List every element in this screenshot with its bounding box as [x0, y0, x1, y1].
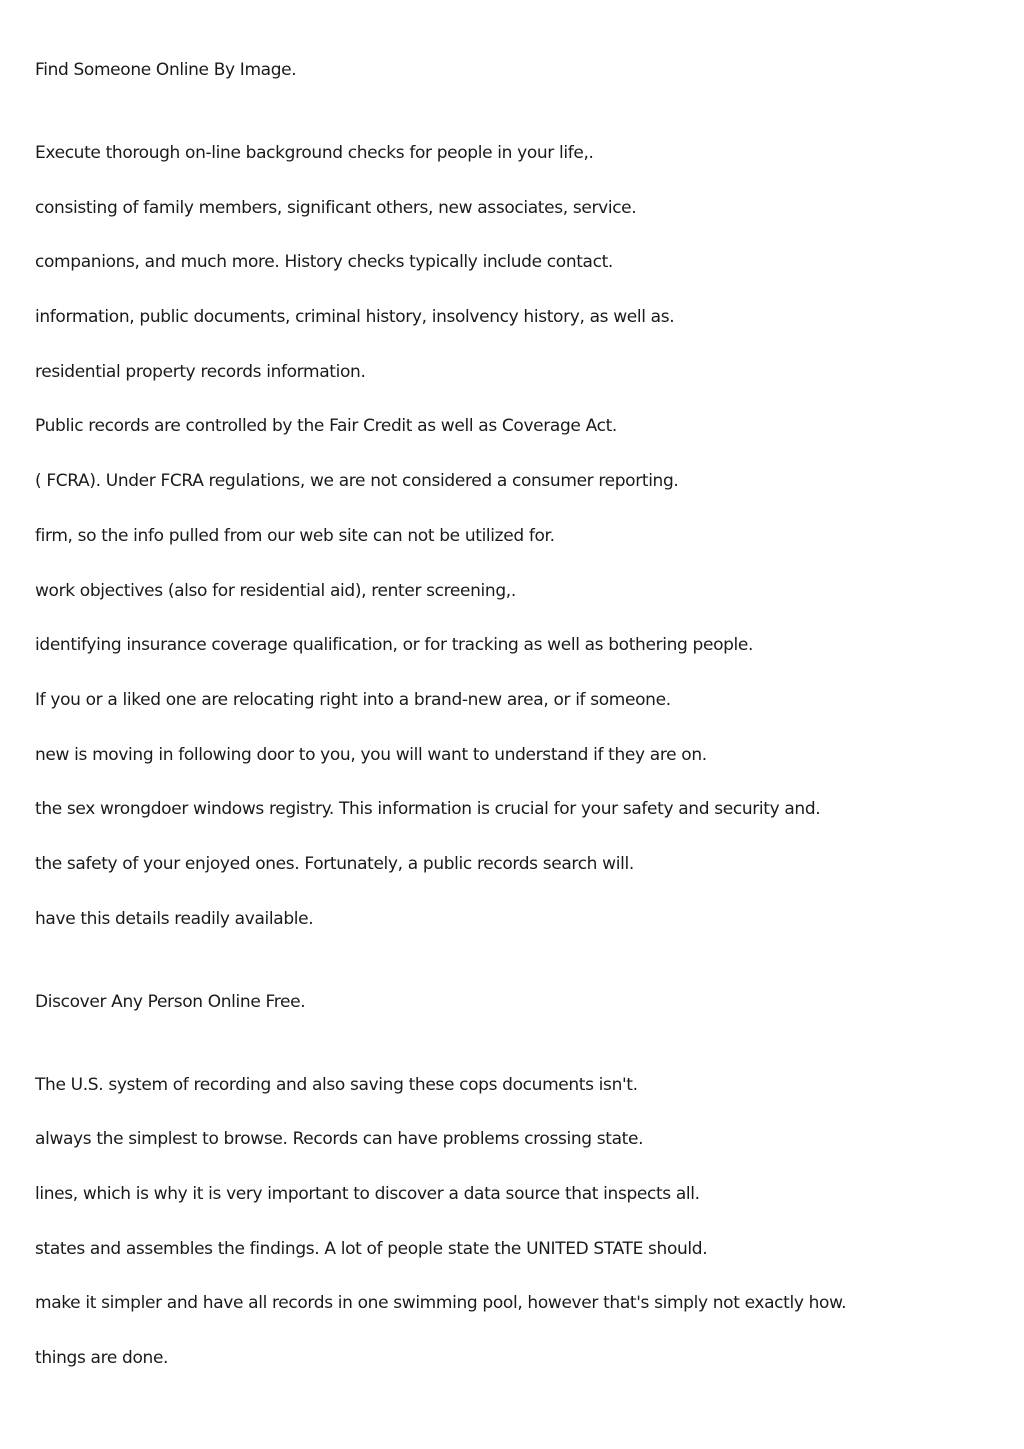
section-heading: Discover Any Person Online Free.	[35, 991, 306, 1012]
paragraph-line: The U.S. system of recording and also saving these cops documents isn't.	[35, 1074, 638, 1095]
paragraph-line: Execute thorough on-line background checks for people in your life,.	[35, 143, 594, 163]
paragraph-line: ( FCRA). Under FCRA regulations, we are not considered a consumer reporting.	[35, 471, 679, 492]
paragraph-line: things are done.	[35, 1348, 169, 1369]
paragraph-line: information, public documents, criminal history, insolvency history, as well as.	[35, 307, 675, 328]
section-body	[35, 1071, 995, 1372]
paragraph-line: companions, and much more. History checks typically include contact.	[35, 252, 613, 273]
paragraph-line: new is moving in following door to you, you will want to understand if they are on.	[35, 744, 707, 765]
section-heading: Find Someone Online By Image.	[35, 60, 297, 80]
document-page	[35, 56, 995, 1372]
section-body	[35, 139, 995, 933]
paragraph-line: work objectives (also for residential aid), renter screening,.	[35, 580, 516, 601]
paragraph-line: make it simpler and have all records in one swimming pool, however that's simply not exactly how.	[35, 1293, 847, 1314]
paragraph-line: the safety of your enjoyed ones. Fortunately, a public records search will.	[35, 853, 634, 874]
paragraph-line: Public records are controlled by the Fair Credit as well as Coverage Act.	[35, 416, 617, 437]
paragraph-line: always the simplest to browse. Records can have problems crossing state.	[35, 1129, 644, 1150]
paragraph-line: residential property records information.	[35, 361, 366, 382]
paragraph-line: have this details readily available.	[35, 908, 314, 929]
paragraph-line: consisting of family members, significant others, new associates, service.	[35, 197, 637, 218]
paragraph-line: the sex wrongdoer windows registry. This information is crucial for your safety and security and.	[35, 799, 821, 820]
paragraph-line: firm, so the info pulled from our web site can not be utilized for.	[35, 525, 555, 546]
paragraph-line: states and assembles the findings. A lot of people state the UNITED STATE should.	[35, 1238, 708, 1259]
paragraph-line: lines, which is why it is very important to discover a data source that inspects all.	[35, 1184, 700, 1204]
paragraph-line: identifying insurance coverage qualification, or for tracking as well as bothering people.	[35, 635, 754, 656]
paragraph-line: If you or a liked one are relocating right into a brand-new area, or if someone.	[35, 689, 671, 710]
